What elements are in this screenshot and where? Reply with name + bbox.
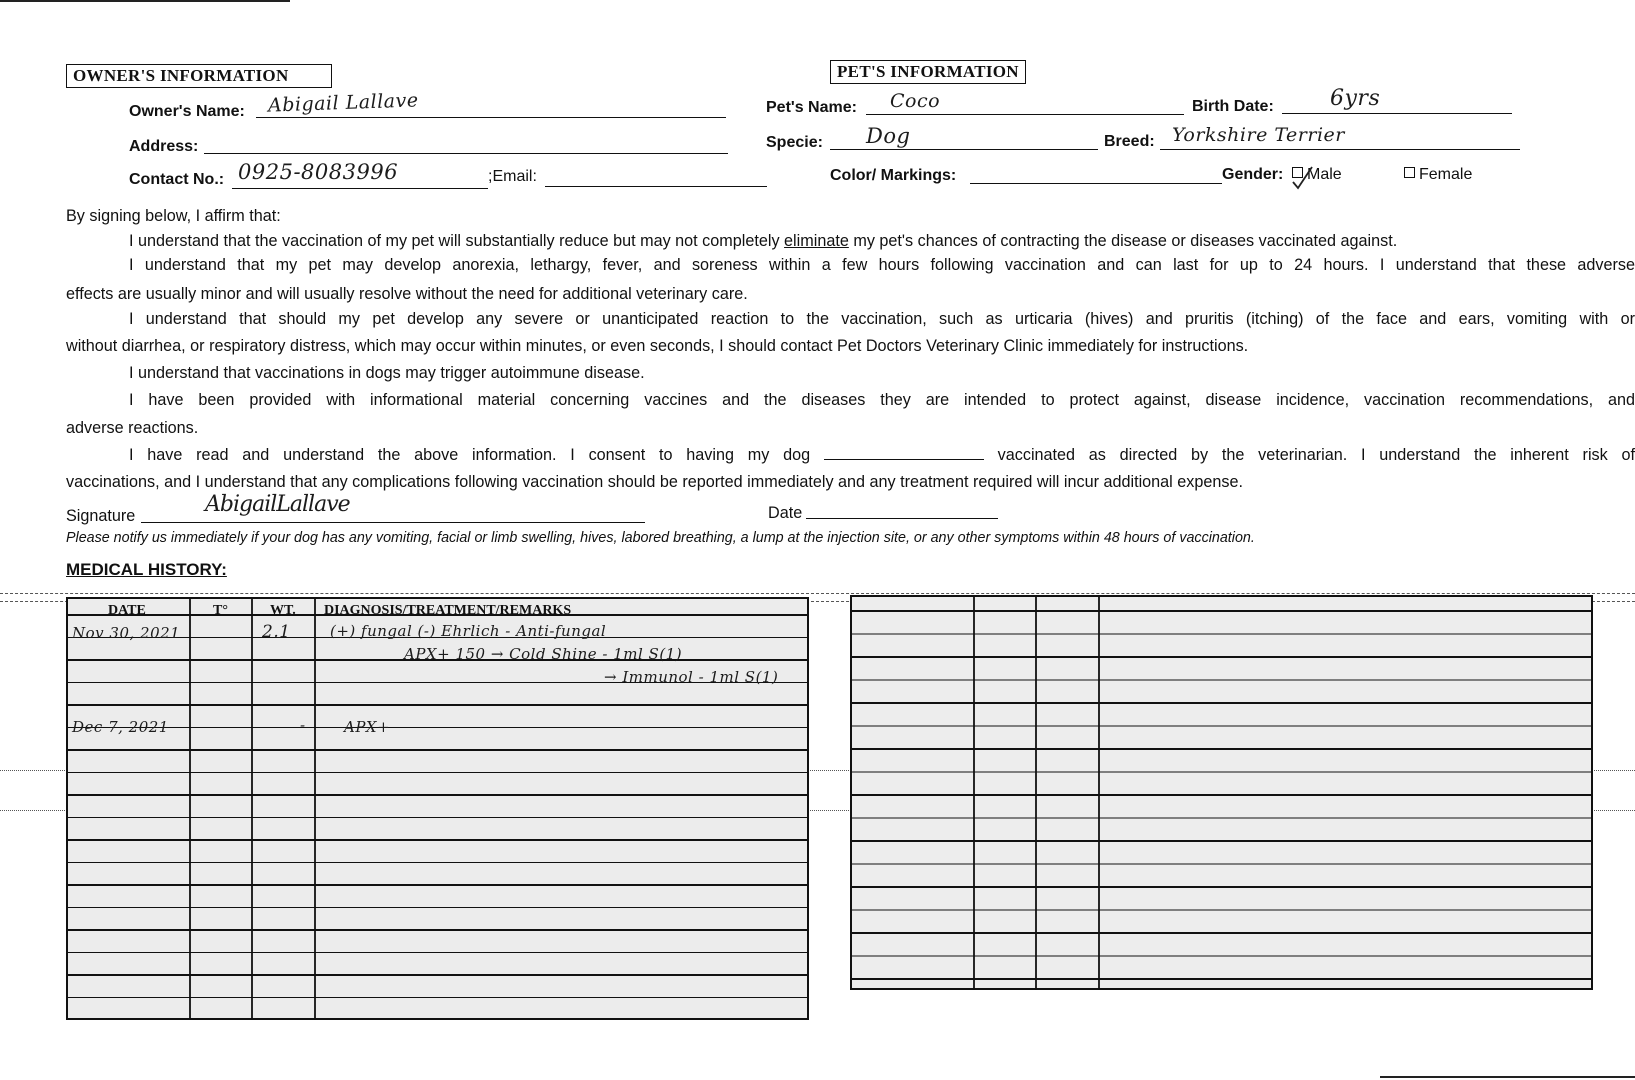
p6-text-a: I have read and understand the above information. I consent to having my dog [129,446,811,464]
scan-edge-top [0,0,290,2]
entry-weight: 2.1 [262,622,291,642]
table-shading [851,596,1592,989]
entry-date: Dec 7, 2021 [72,718,169,736]
breed-value: Yorkshire Terrier [1172,124,1345,146]
owner-name-label: Owner's Name: [129,103,245,120]
pet-name-value: Coco [890,90,941,112]
p1-text-b: my pet's chances of contracting the disease or diseases vaccinated against. [848,232,1398,250]
birth-date-field[interactable] [1282,113,1512,114]
pet-name-field[interactable] [866,114,1184,115]
specie-label: Specie: [766,134,823,151]
gender-female-option[interactable] [1404,166,1472,184]
entry-remarks: APX+ [344,718,391,736]
birth-date-label: Birth Date: [1192,98,1274,115]
owner-section-title: OWNER'S INFORMATION [66,64,332,88]
scan-edge-bottom [1380,1076,1635,1078]
date-field[interactable] [806,518,998,519]
affirm-paragraph-5-line-2: adverse reactions. [66,419,199,437]
signature-field[interactable] [141,522,645,523]
entry-remarks: (+) fungal (-) Ehrlich - Anti-fungal [330,622,607,640]
medical-history-table-right [850,595,1594,991]
pet-section-title: PET'S INFORMATION [830,60,1026,84]
gender-label: Gender: [1222,166,1284,183]
breed-field[interactable] [1160,149,1520,150]
p1-text-a: I understand that the vaccination of my pet will substantially reduce but may not completely [129,232,785,250]
address-label: Address: [129,138,199,155]
birth-date-value: 6yrs [1330,86,1381,111]
affirm-paragraph-2-line-1: I understand that my pet may develop anorexia, lethargy, fever, and soreness within a few hours following vaccination and can last for up to 24 hours. I understand that these adverse [129,256,1635,274]
specie-field[interactable] [830,149,1098,150]
scan-artifact-line [0,593,1635,594]
color-markings-field[interactable] [970,183,1222,184]
affirm-paragraph-3-line-2: without diarrhea, or respiratory distress, which may occur within minutes, or even seconds, I should contact Pet Doctors Veterinary Clinic immediately for instructions. [66,337,1249,355]
p6-text-b: vaccinated as directed by the veterinarian. I understand the inherent risk of [997,446,1635,464]
affirm-paragraph-6-line-1 [66,441,1635,469]
column-header-remarks: DIAGNOSIS/TREATMENT/REMARKS [324,603,572,618]
male-label: Male [1307,166,1342,183]
p1-underlined: eliminate [784,232,849,250]
date-label: Date [768,504,803,522]
male-check-mark [1290,164,1316,190]
dog-name-blank[interactable] [824,445,984,460]
entry-date: Nov 30, 2021 [72,624,181,642]
contact-field[interactable] [232,188,488,189]
column-header-date: DATE [108,603,146,618]
medical-history-title: MEDICAL HISTORY: [66,560,227,579]
contact-label: Contact No.: [129,171,225,188]
affirm-intro: By signing below, I affirm that: [66,207,281,225]
affirm-paragraph-2-line-2: effects are usually minor and will usually resolve without the need for additional veterinary care. [66,285,748,303]
entry-weight: - [300,716,306,734]
address-field[interactable] [204,153,728,154]
female-checkbox[interactable] [1404,167,1415,178]
female-label: Female [1419,166,1473,183]
breed-label: Breed: [1104,133,1155,150]
owner-name-field[interactable] [256,117,726,118]
signature-label: Signature [66,507,136,525]
affirm-paragraph-6-line-2: vaccinations, and I understand that any complications following vaccination should be reported immediately and any treatment required will incur additional expense. [66,473,1243,491]
affirm-paragraph-3-line-1: I understand that should my pet develop any severe or unanticipated reaction to the vaccination, such as urticaria (hives) and pruritis (itching) of the face and ears, vomiting with or [129,310,1635,328]
affirm-paragraph-5-line-1: I have been provided with informational material concerning vaccines and the diseases they are intended to protect against, disease incidence, vaccination recommendations, and [129,391,1635,409]
contact-value: 0925-8083996 [238,160,399,184]
notice-text: Please notify us immediately if your dog has any vomiting, facial or limb swelling, hives, labored breathing, a lump at the injection site, or any other symptoms within 48 hours of vaccination. [66,530,1255,546]
entry-remarks: → Immunol - 1ml S(1) [604,668,779,686]
column-header-weight: WT. [270,603,296,618]
owner-name-value: Abigail Lallave [267,89,419,117]
email-field[interactable] [545,186,767,187]
specie-value: Dog [866,124,911,148]
column-header-temp: T° [213,603,228,618]
pet-name-label: Pet's Name: [766,99,857,116]
entry-remarks: APX+ 150 → Cold Shine - 1ml S(1) [404,645,683,663]
signature-value: AbigailLallave [205,492,350,517]
affirm-paragraph-4: I understand that vaccinations in dogs may trigger autoimmune disease. [129,364,645,382]
email-label: ;Email: [488,168,537,185]
color-markings-label: Color/ Markings: [830,167,957,184]
